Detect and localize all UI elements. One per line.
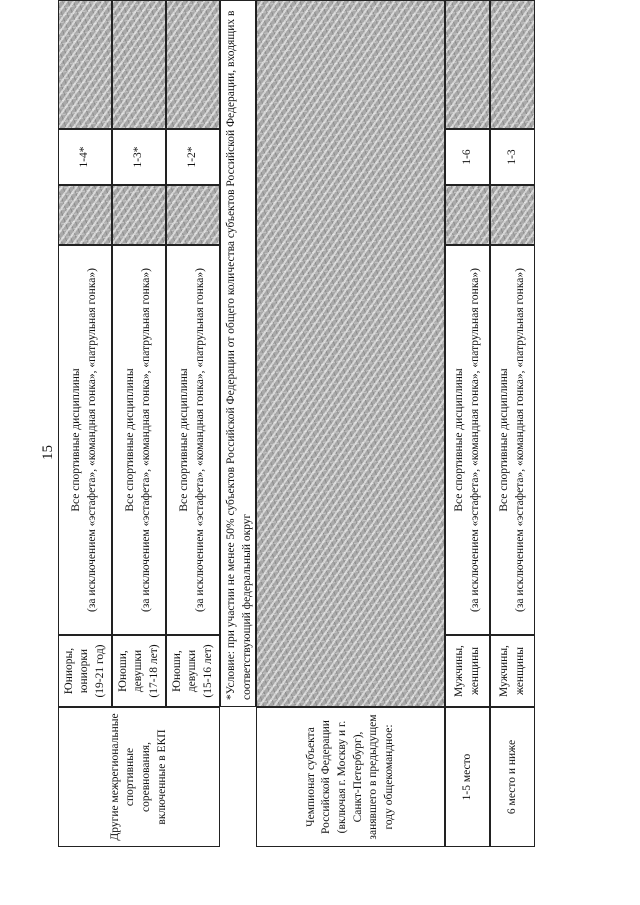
discipline-cell [445,245,490,635]
page-number: 15 [40,445,56,460]
shaded-cell [112,185,166,245]
requirements-table [58,10,526,847]
places-cell [490,129,535,185]
gender-cell [490,635,535,707]
shaded-cell [58,185,112,245]
discipline-exclusion: (за исключением «эстафета», «командная гонка», «патрульная гонка») [86,268,98,612]
places-value: 1-6 [460,149,473,165]
places-cell [166,129,220,185]
discipline-label: Все спортивные дисциплины [178,368,191,512]
discipline-label: Все спортивные дисциплины [452,368,465,512]
places-value: 1-2* [186,146,199,168]
discipline-label: Все спортивные дисциплины [497,368,510,512]
discipline-exclusion: (за исключением «эстафета», «командная гонка», «патрульная гонка») [140,268,152,612]
footnote-condition [220,0,256,707]
place-cell [445,707,490,847]
age-group-cell [166,635,220,707]
competition-label: Другие межрегиональные спортивные соревнования, включенные в ЕКП [108,713,168,841]
shaded-cell [490,0,535,129]
age-group-cell [58,635,112,707]
places-value: 1-4* [78,146,91,168]
places-cell [445,129,490,185]
age-group-label: Юноши, девушки (15-16 лет) [170,644,214,698]
discipline-exclusion: (за исключением «эстафета», «командная гонка», «патрульная гонка») [513,268,526,612]
place-label: 6 место и ниже [505,739,518,815]
discipline-cell [490,245,535,635]
discipline-cell [58,245,112,635]
competition-cell-regional [256,707,445,847]
discipline-label: Все спортивные дисциплины [70,368,83,512]
age-group-label: Юниоры, юниорки (19-21 год) [62,644,106,698]
age-group-label: Юноши, девушки (17-18 лет) [116,644,160,698]
shaded-cell [58,0,112,129]
shaded-cell [490,185,535,245]
gender-label: Мужчины, женщины [452,645,481,697]
places-cell [58,129,112,185]
shaded-cell [445,0,490,129]
discipline-cell [166,245,220,635]
place-label: 1-5 место [460,753,473,801]
places-cell [112,129,166,185]
shaded-cell [166,0,220,129]
places-value: 1-3* [132,146,145,168]
discipline-exclusion: (за исключением «эстафета», «командная гонка», «патрульная гонка») [468,268,481,612]
gender-label: Мужчины, женщины [497,645,526,697]
shaded-cell [256,0,445,707]
discipline-label: Все спортивные дисциплины [124,368,137,512]
places-value: 1-3 [505,149,518,165]
shaded-cell [445,185,490,245]
competition-label: Чемпионат субъекта Российской Федерации (включая г. Москву и г. Санкт-Петербург), занявшего в предыдущем году общекомандное: [304,714,395,840]
discipline-cell [112,245,166,635]
footnote-text: *Условие: при участии не менее 50% субъектов Российской Федерации от общего количества субъектов Российской Федерации, входящих в соответствующий федеральный округ [225,10,253,700]
shaded-cell [112,0,166,129]
place-cell [490,707,535,847]
shaded-cell [166,185,220,245]
age-group-cell [112,635,166,707]
gender-cell [445,635,490,707]
discipline-exclusion: (за исключением «эстафета», «командная гонка», «патрульная гонка») [194,268,206,612]
competition-cell-interregional [58,707,220,847]
